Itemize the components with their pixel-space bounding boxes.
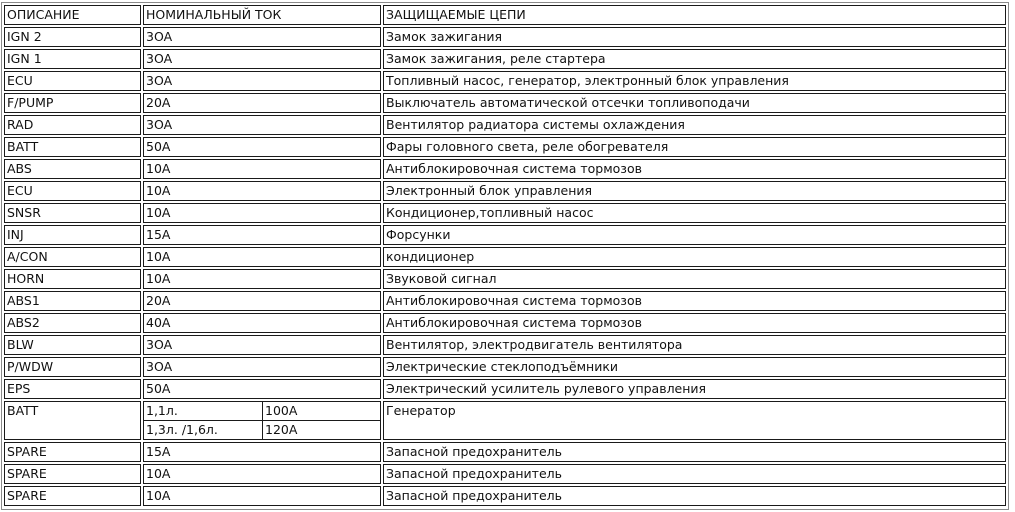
description-cell: SNSR [4, 203, 141, 223]
current-cell: 50A [143, 137, 381, 157]
description-cell: ABS2 [4, 313, 141, 333]
table-row [4, 313, 1006, 333]
description-cell: IGN 2 [4, 27, 141, 47]
current-cell: 10A [143, 269, 381, 289]
current-cell: 3OA [143, 335, 381, 355]
circuits-cell: Форсунки [383, 225, 1006, 245]
current-cell: 100A [263, 401, 381, 421]
circuits-cell: Кондиционер,топливный насос [383, 203, 1006, 223]
circuits-cell: Антиблокировочная система тормозов [383, 291, 1006, 311]
description-cell: F/PUMP [4, 93, 141, 113]
circuits-cell: Электрический усилитель рулевого управления [383, 379, 1006, 399]
current-cell: 3OA [143, 27, 381, 47]
current-cell: 15A [143, 442, 381, 462]
table-row [4, 181, 1006, 201]
table-row [4, 335, 1006, 355]
description-cell: SPARE [4, 464, 141, 484]
table-row [4, 93, 1006, 113]
variant-row [143, 421, 381, 440]
description-cell: A/CON [4, 247, 141, 267]
circuits-cell: Электрические стеклоподъёмники [383, 357, 1006, 377]
table-row [4, 225, 1006, 245]
circuits-cell: Электронный блок управления [383, 181, 1006, 201]
circuits-cell: Топливный насос, генератор, электронный блок управления [383, 71, 1006, 91]
circuits-cell: Звуковой сигнал [383, 269, 1006, 289]
current-variants-table [143, 401, 381, 440]
header-circuits: ЗАЩИЩАЕМЫЕ ЦЕПИ [383, 5, 1006, 25]
circuits-cell: Запасной предохранитель [383, 442, 1006, 462]
circuits-cell: Замок зажигания, реле стартера [383, 49, 1006, 69]
current-cell: 20A [143, 291, 381, 311]
current-cell: 10A [143, 247, 381, 267]
table-row [4, 486, 1006, 506]
circuits-cell: Антиблокировочная система тормозов [383, 159, 1006, 179]
description-cell: ECU [4, 181, 141, 201]
description-cell: ABS [4, 159, 141, 179]
description-cell: BATT [4, 137, 141, 157]
description-cell: RAD [4, 115, 141, 135]
table-row [4, 464, 1006, 484]
fuse-table [2, 3, 1008, 508]
header-current: НОМИНАЛЬНЫЙ ТОК [143, 5, 381, 25]
circuits-cell: Выключатель автоматической отсечки топливоподачи [383, 93, 1006, 113]
table-row [4, 71, 1006, 91]
header-row [4, 5, 1006, 25]
description-cell: ECU [4, 71, 141, 91]
current-cell: 10A [143, 486, 381, 506]
description-cell: P/WDW [4, 357, 141, 377]
circuits-cell: Антиблокировочная система тормозов [383, 313, 1006, 333]
description-cell: HORN [4, 269, 141, 289]
variant-row [143, 401, 381, 421]
table-row [4, 291, 1006, 311]
circuits-cell: Вентилятор радиатора системы охлаждения [383, 115, 1006, 135]
circuits-cell: Запасной предохранитель [383, 464, 1006, 484]
table-row [4, 203, 1006, 223]
table-row [4, 27, 1006, 47]
description-cell: SPARE [4, 442, 141, 462]
engine-cell: 1,3л. /1,6л. [143, 421, 263, 440]
table-row [4, 137, 1006, 157]
description-cell: ABS1 [4, 291, 141, 311]
current-cell: 120A [263, 421, 381, 440]
current-cell: 10A [143, 203, 381, 223]
current-cell: 10A [143, 464, 381, 484]
circuits-cell: Вентилятор, электродвигатель вентилятора [383, 335, 1006, 355]
circuits-cell: Генератор [383, 401, 1006, 440]
header-description: ОПИСАНИЕ [4, 5, 141, 25]
current-cell: 40A [143, 313, 381, 333]
current-variants-cell [143, 401, 381, 440]
current-cell: 20A [143, 93, 381, 113]
engine-cell: 1,1л. [143, 401, 263, 421]
current-cell: 10A [143, 181, 381, 201]
current-cell: 3OA [143, 115, 381, 135]
description-cell: INJ [4, 225, 141, 245]
description-cell: EPS [4, 379, 141, 399]
current-cell: 3OA [143, 357, 381, 377]
table-row [4, 357, 1006, 377]
circuits-cell: кондиционер [383, 247, 1006, 267]
current-cell: 50A [143, 379, 381, 399]
circuits-cell: Замок зажигания [383, 27, 1006, 47]
table-row-batt-split [4, 401, 1006, 440]
current-cell: 15A [143, 225, 381, 245]
description-cell: BLW [4, 335, 141, 355]
table-row [4, 115, 1006, 135]
table-row [4, 379, 1006, 399]
description-cell: SPARE [4, 486, 141, 506]
current-cell: 3OA [143, 71, 381, 91]
current-cell: 3OA [143, 49, 381, 69]
description-cell: BATT [4, 401, 141, 440]
table-row [4, 442, 1006, 462]
current-cell: 10A [143, 159, 381, 179]
circuits-cell: Запасной предохранитель [383, 486, 1006, 506]
circuits-cell: Фары головного света, реле обогревателя [383, 137, 1006, 157]
table-row [4, 269, 1006, 289]
description-cell: IGN 1 [4, 49, 141, 69]
table-row [4, 49, 1006, 69]
table-row [4, 247, 1006, 267]
table-row [4, 159, 1006, 179]
